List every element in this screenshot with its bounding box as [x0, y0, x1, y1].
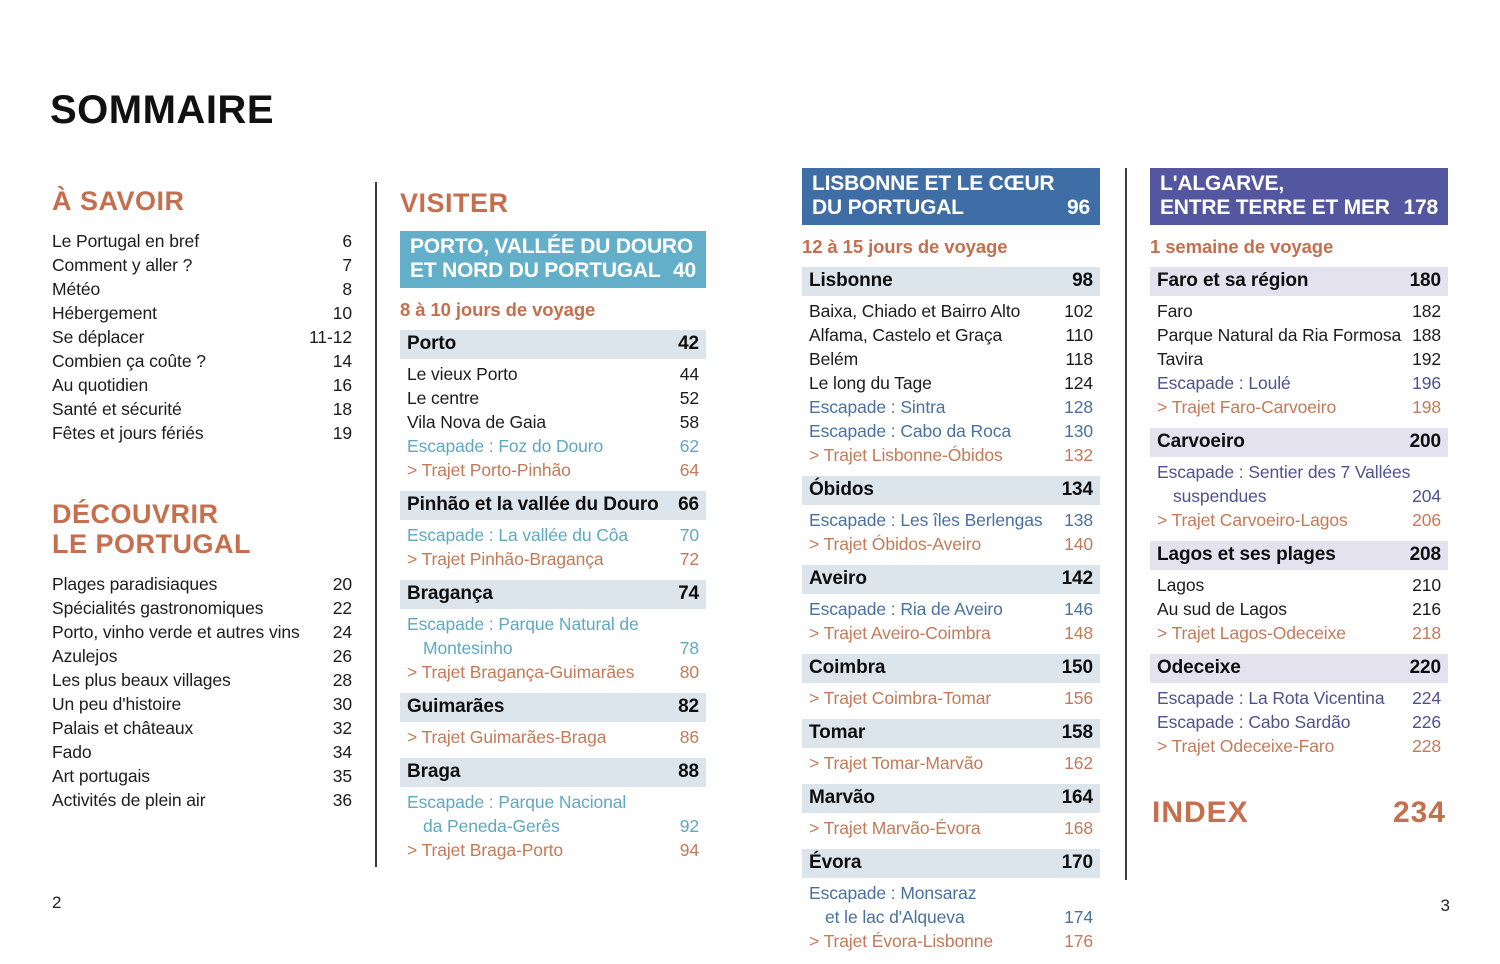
entry-label: Escapade : La vallée du Côa: [407, 525, 629, 545]
entry-page: 188: [1412, 325, 1441, 345]
entry-page: 164: [1061, 787, 1093, 808]
entry-page: 176: [1064, 931, 1093, 951]
entry-page: 7: [342, 255, 352, 275]
entry-label: Braga: [407, 761, 461, 782]
toc-entry-escapade: [802, 881, 1100, 929]
column-divider: [1125, 168, 1127, 880]
toc-entry-trajet: [1150, 395, 1448, 419]
entry-label: Escapade : Les îles Berlengas: [809, 510, 1043, 530]
entry-label: Carvoeiro: [1157, 431, 1245, 452]
toc-entry-chapter: [400, 491, 706, 520]
entry-page: 210: [1412, 575, 1441, 595]
entry-label: Guimarães: [407, 696, 505, 717]
entry-page: 156: [1064, 688, 1093, 708]
entry-label: Au sud de Lagos: [1157, 599, 1287, 619]
entry-label: Se déplacer: [52, 327, 145, 347]
trip-duration: 1 semaine de voyage: [1150, 236, 1334, 257]
part-title-line: L'ALGARVE,: [1160, 172, 1284, 195]
entry-page: 148: [1064, 623, 1093, 643]
algarve-column: [1150, 168, 1448, 830]
entry-page: 132: [1064, 445, 1093, 465]
entry-page: 110: [1065, 325, 1093, 345]
entry-label: Belém: [809, 349, 859, 369]
toc-entry-escapade: [802, 395, 1100, 419]
toc-entry-chapter: [1150, 267, 1448, 296]
entry-label: Porto, vinho verde et autres vins: [52, 622, 300, 642]
entry-page: 86: [679, 727, 699, 747]
entry-page: 98: [1072, 270, 1093, 291]
entry-page: 206: [1412, 510, 1441, 530]
entry-label: Vila Nova de Gaia: [407, 412, 547, 432]
toc-entry-trajet: [802, 751, 1100, 775]
toc-entry: [52, 668, 352, 692]
toc-entry: [52, 764, 352, 788]
toc-entry-trajet: [400, 725, 706, 749]
entry-page: 64: [679, 460, 699, 480]
entry-label: Porto: [407, 333, 457, 354]
entry-page: 19: [332, 423, 352, 443]
entry-page: 174: [1064, 907, 1093, 927]
entry-label: > Trajet Carvoeiro-Lagos: [1157, 510, 1348, 530]
toc-entry-chapter: [802, 784, 1100, 813]
entry-page: 14: [332, 351, 352, 371]
entry-page: 20: [332, 574, 352, 594]
toc-entry-trajet: [802, 443, 1100, 467]
part-title-text: ET NORD DU PORTUGAL: [410, 259, 661, 282]
toc-entry-chapter: [802, 849, 1100, 878]
entry-page: 78: [679, 638, 699, 658]
toc-entry-plain: [802, 347, 1100, 371]
entry-page: 218: [1412, 623, 1441, 643]
entry-label: Spécialités gastronomiques: [52, 598, 264, 618]
toc-entry-escapade: [1150, 460, 1448, 508]
entry-label: Escapade : Ria de Aveiro: [809, 599, 1003, 619]
entry-page: 22: [332, 598, 352, 618]
entry-label: Óbidos: [809, 479, 874, 500]
toc-entry-trajet: [400, 458, 706, 482]
index-label: INDEX: [1152, 796, 1249, 829]
entry-label: Art portugais: [52, 766, 150, 786]
entry-label: Les plus beaux villages: [52, 670, 231, 690]
entry-label: Comment y aller ?: [52, 255, 193, 275]
toc-entry-escapade: [400, 612, 706, 660]
entry-label: Escapade : Sentier des 7 Vallées: [1157, 462, 1411, 482]
entry-label: Escapade : La Rota Vicentina: [1157, 688, 1385, 708]
entry-label: > Trajet Marvão-Évora: [809, 818, 981, 838]
entry-label: > Trajet Tomar-Marvão: [809, 753, 984, 773]
toc-entry-chapter: [802, 565, 1100, 594]
entry-page: 44: [679, 364, 699, 384]
entry-label: > Trajet Lisbonne-Óbidos: [809, 445, 1003, 465]
entry-label: > Trajet Braga-Porto: [407, 840, 564, 860]
entry-page: 128: [1064, 397, 1093, 417]
entry-label: Azulejos: [52, 646, 118, 666]
entry-page: 28: [332, 670, 352, 690]
toc-entry: [52, 421, 352, 445]
entry-label: > Trajet Bragança-Guimarães: [407, 662, 635, 682]
toc-entry-escapade: [400, 434, 706, 458]
entry-page: 16: [332, 375, 352, 395]
entry-page: 216: [1412, 599, 1441, 619]
part-banner: [1150, 168, 1448, 225]
entry-label: > Trajet Lagos-Odeceixe: [1157, 623, 1346, 643]
intro-column: [52, 186, 352, 812]
entry-page: 228: [1412, 736, 1441, 756]
section-heading-line: LE PORTUGAL: [52, 529, 251, 559]
entry-page: 150: [1061, 657, 1093, 678]
entry-page: 220: [1409, 657, 1441, 678]
toc-entry-plain: [400, 410, 706, 434]
entry-page: 52: [679, 388, 699, 408]
trip-duration: 12 à 15 jours de voyage: [802, 236, 1008, 257]
entry-page: 58: [679, 412, 699, 432]
entry-label: Escapade : Foz do Douro: [407, 436, 604, 456]
entry-page: 192: [1412, 349, 1441, 369]
toc-entry: [52, 253, 352, 277]
entry-label: Le long du Tage: [809, 373, 932, 393]
page-number-right: 3: [1440, 896, 1450, 915]
toc-entry: [52, 692, 352, 716]
entry-label: Escapade : Cabo Sardão: [1157, 712, 1351, 732]
entry-page: 226: [1412, 712, 1441, 732]
entry-page: 36: [332, 790, 352, 810]
entry-label: Météo: [52, 279, 101, 299]
toc-entry-plain: [400, 386, 706, 410]
entry-label: > Trajet Faro-Carvoeiro: [1157, 397, 1337, 417]
entry-page: 35: [332, 766, 352, 786]
trip-duration: 8 à 10 jours de voyage: [400, 299, 596, 320]
toc-entry-escapade: [802, 508, 1100, 532]
section-heading: [52, 499, 352, 559]
entry-page: 142: [1061, 568, 1093, 589]
entry-page: 11-12: [309, 327, 352, 347]
entry-page: 8: [342, 279, 352, 299]
entry-label: Fado: [52, 742, 92, 762]
entry-label: Santé et sécurité: [52, 399, 182, 419]
toc-entry: [52, 788, 352, 812]
toc-entry-trajet: [802, 816, 1100, 840]
entry-page: 224: [1412, 688, 1441, 708]
entry-page: 180: [1409, 270, 1441, 291]
toc-entry-plain: [802, 323, 1100, 347]
entry-page: 130: [1064, 421, 1093, 441]
toc-entry: [52, 277, 352, 301]
part-title-line: [812, 196, 1090, 220]
entry-page: 118: [1065, 349, 1093, 369]
entry-label: Le vieux Porto: [407, 364, 518, 384]
toc-entry-trajet: [802, 532, 1100, 556]
entry-page: 26: [332, 646, 352, 666]
index-page: 234: [1392, 796, 1446, 829]
entry-label: > Trajet Odeceixe-Faro: [1157, 736, 1335, 756]
toc-entry-trajet: [1150, 734, 1448, 758]
entry-label-continuation: da Peneda-Gerês: [423, 816, 560, 836]
entry-label: Au quotidien: [52, 375, 149, 395]
toc-entry-chapter: [400, 758, 706, 787]
entry-page: 124: [1064, 373, 1093, 393]
entry-page: 138: [1064, 510, 1093, 530]
entry-page: 74: [678, 583, 699, 604]
entry-page: 6: [342, 231, 352, 251]
entry-page: 42: [678, 333, 699, 354]
toc-entry-plain: [400, 362, 706, 386]
toc-entry: [52, 596, 352, 620]
entry-label: Odeceixe: [1157, 657, 1241, 678]
toc-entry-chapter: [400, 693, 706, 722]
entry-page: 158: [1061, 722, 1093, 743]
toc-entry: [52, 572, 352, 596]
toc-entry-chapter: [400, 580, 706, 609]
entry-page: 140: [1064, 534, 1093, 554]
toc-entry-escapade: [802, 419, 1100, 443]
page-number-left: 2: [52, 893, 62, 912]
toc-entry-trajet: [400, 838, 706, 862]
lisbonne-column: [802, 168, 1100, 953]
entry-label: > Trajet Pinhão-Bragança: [407, 549, 604, 569]
toc-entry: [52, 325, 352, 349]
page-title: SOMMAIRE: [50, 88, 274, 132]
entry-page: 32: [332, 718, 352, 738]
toc-entry: [52, 397, 352, 421]
entry-label: Plages paradisiaques: [52, 574, 218, 594]
entry-page: 146: [1064, 599, 1093, 619]
entry-page: 88: [678, 761, 699, 782]
entry-page: 170: [1061, 852, 1093, 873]
entry-label: > Trajet Coimbra-Tomar: [809, 688, 992, 708]
entry-page: 72: [679, 549, 699, 569]
toc-entry: [52, 229, 352, 253]
toc-entry-plain: [1150, 347, 1448, 371]
entry-label: Évora: [809, 852, 862, 873]
entry-page: 70: [679, 525, 699, 545]
entry-page: 196: [1412, 373, 1441, 393]
section-heading-line: DÉCOUVRIR: [52, 499, 219, 529]
entry-page: 80: [679, 662, 699, 682]
entry-label: Un peu d'histoire: [52, 694, 182, 714]
entry-page: 34: [332, 742, 352, 762]
entry-label: > Trajet Óbidos-Aveiro: [809, 534, 982, 554]
toc-entry-chapter: [1150, 428, 1448, 457]
entry-label: Bragança: [407, 583, 493, 604]
toc-section: [52, 186, 352, 445]
part-banner: [802, 168, 1100, 225]
entry-page: 204: [1412, 486, 1441, 506]
entry-label: Tavira: [1157, 349, 1204, 369]
toc-entry-trajet: [1150, 621, 1448, 645]
toc-section: [52, 499, 352, 812]
entry-page: 92: [679, 816, 699, 836]
entry-label: Baixa, Chiado et Bairro Alto: [809, 301, 1021, 321]
entry-page: 66: [678, 494, 699, 515]
entry-label: Faro et sa région: [1157, 270, 1309, 291]
entry-page: 94: [679, 840, 699, 860]
entry-label: Escapade : Monsaraz: [809, 883, 977, 903]
entry-page: 198: [1412, 397, 1441, 417]
toc-entry-escapade: [802, 597, 1100, 621]
entry-page: 162: [1064, 753, 1093, 773]
entry-page: 134: [1061, 479, 1093, 500]
entry-label: Escapade : Sintra: [809, 397, 946, 417]
toc-entry: [52, 644, 352, 668]
toc-entry-chapter: [802, 267, 1100, 296]
part-banner: [400, 231, 706, 288]
toc-entry-plain: [1150, 573, 1448, 597]
toc-entry-escapade: [1150, 710, 1448, 734]
entry-page: 30: [332, 694, 352, 714]
entry-label-continuation: suspendues: [1173, 486, 1267, 506]
part-title-line: [1160, 196, 1438, 220]
entry-label: Coimbra: [809, 657, 886, 678]
part-page: 40: [673, 259, 696, 282]
toc-entry: [52, 349, 352, 373]
entry-label: Le Portugal en bref: [52, 231, 199, 251]
toc-entry-chapter: [802, 654, 1100, 683]
entry-label: Tomar: [809, 722, 866, 743]
entry-page: 18: [332, 399, 352, 419]
toc-entry-trajet: [802, 929, 1100, 953]
toc-entry-escapade: [400, 523, 706, 547]
toc-entry: [52, 301, 352, 325]
toc-entry-trajet: [1150, 508, 1448, 532]
toc-entry-escapade: [1150, 371, 1448, 395]
part-title-text: DU PORTUGAL: [812, 196, 964, 219]
porto-column: [400, 188, 706, 862]
part-page: 178: [1403, 196, 1438, 219]
section-heading-line: À SAVOIR: [52, 186, 185, 216]
entry-label: Escapade : Loulé: [1157, 373, 1291, 393]
toc-entry-trajet: [802, 686, 1100, 710]
toc-entry-plain: [802, 299, 1100, 323]
visiter-heading: VISITER: [400, 188, 509, 218]
entry-page: 62: [679, 436, 699, 456]
toc-entry-trajet: [400, 547, 706, 571]
porto-part: [400, 231, 706, 862]
entry-label: Alfama, Castelo et Graça: [809, 325, 1003, 345]
toc-entry-chapter: [400, 330, 706, 359]
toc-entry-chapter: [1150, 654, 1448, 683]
toc-entry-escapade: [400, 790, 706, 838]
entry-label: Lagos: [1157, 575, 1205, 595]
section-heading: [52, 186, 352, 216]
entry-page: 24: [332, 622, 352, 642]
entry-label: Activités de plein air: [52, 790, 206, 810]
entry-label: Escapade : Cabo da Roca: [809, 421, 1012, 441]
toc-entry-plain: [1150, 597, 1448, 621]
entry-label: Aveiro: [809, 568, 867, 589]
entry-label: Lagos et ses plages: [1157, 544, 1336, 565]
entry-page: 102: [1064, 301, 1093, 321]
toc-entry-escapade: [1150, 686, 1448, 710]
part-title-line: [410, 259, 696, 283]
entry-page: 82: [678, 696, 699, 717]
toc-entry-chapter: [802, 476, 1100, 505]
entry-page: 200: [1409, 431, 1441, 452]
entry-page: 168: [1064, 818, 1093, 838]
entry-label: Faro: [1157, 301, 1193, 321]
entry-label: Combien ça coûte ?: [52, 351, 206, 371]
entry-label: Pinhão et la vallée du Douro: [407, 494, 659, 515]
part-title-line: PORTO, VALLÉE DU DOURO: [410, 235, 694, 258]
entry-label: Fêtes et jours fériés: [52, 423, 204, 443]
toc-entry: [52, 373, 352, 397]
entry-label: > Trajet Porto-Pinhão: [407, 460, 571, 480]
toc-entry-plain: [802, 371, 1100, 395]
toc-entry: [52, 740, 352, 764]
entry-label: Le centre: [407, 388, 480, 408]
entry-label: > Trajet Guimarães-Braga: [407, 727, 607, 747]
entry-label: Marvão: [809, 787, 875, 808]
entry-label: Hébergement: [52, 303, 157, 323]
entry-label-continuation: Montesinho: [423, 638, 513, 658]
toc-entry-chapter: [802, 719, 1100, 748]
entry-page: 182: [1412, 301, 1441, 321]
toc-entry-trajet: [400, 660, 706, 684]
entry-label: > Trajet Évora-Lisbonne: [809, 931, 993, 951]
column-divider: [375, 182, 377, 867]
toc-entry-plain: [1150, 323, 1448, 347]
entry-label-continuation: et le lac d'Alqueva: [825, 907, 965, 927]
entry-label: Parque Natural da Ria Formosa: [1157, 325, 1402, 345]
part-title-text: ENTRE TERRE ET MER: [1160, 196, 1390, 219]
toc-entry: [52, 620, 352, 644]
entry-label: Escapade : Parque Nacional: [407, 792, 627, 812]
entry-page: 208: [1409, 544, 1441, 565]
entry-page: 10: [332, 303, 352, 323]
part-title-line: LISBONNE ET LE CŒUR: [812, 172, 1055, 195]
toc-entry: [52, 716, 352, 740]
toc-entry-plain: [1150, 299, 1448, 323]
toc-entry-trajet: [802, 621, 1100, 645]
index-entry: [1150, 796, 1448, 830]
entry-label: Escapade : Parque Natural de: [407, 614, 639, 634]
entry-label: Palais et châteaux: [52, 718, 194, 738]
part-page: 96: [1067, 196, 1090, 219]
entry-label: > Trajet Aveiro-Coimbra: [809, 623, 991, 643]
entry-label: Lisbonne: [809, 270, 893, 291]
toc-entry-chapter: [1150, 541, 1448, 570]
